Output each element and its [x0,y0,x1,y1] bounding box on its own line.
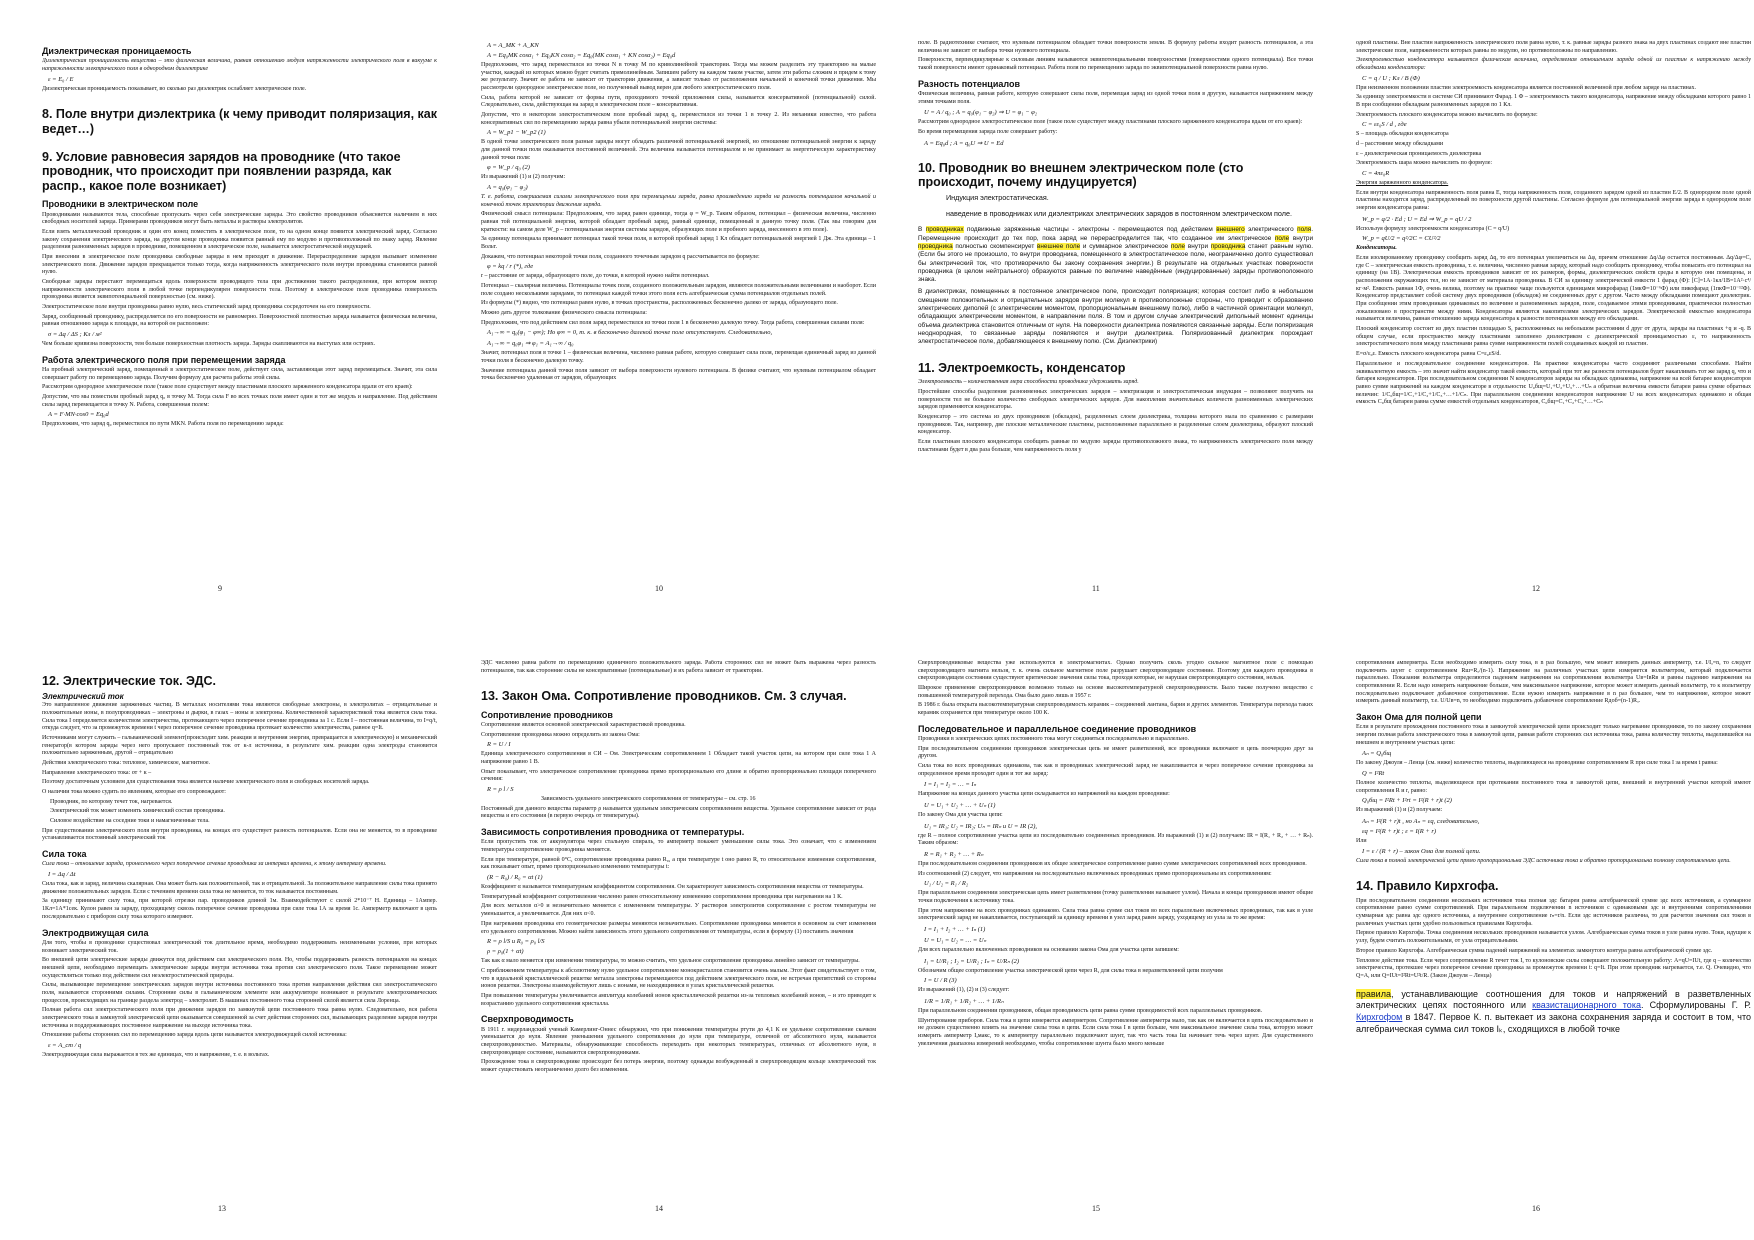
paragraph: Допустим, что в некотором электростатическом поле пробный заряд q₀ переместился из точки 1 в точку 2. Из механики известно, что работа консервативных сил по перемещению заряда равна убыли потенциальной энергии системы: [481,112,876,126]
formula: A = Eq₀d ; A = q₀U ⇒ U = Ed [924,139,1004,147]
paragraph: Электроемкость – количественная мера способности проводника удерживать заряд. [918,379,1139,386]
paragraph: Единица электрического сопротивления в СИ – Ом. Электрическим сопротивлением 1 Обладает такой участок цепи, на котором при силе тока 1 А напряжение равно 1 В. [481,751,876,766]
highlight-run: поле [1274,234,1290,242]
page-10 [481,40,876,612]
formula: (R − R₀) / R₀ = αt (1) [487,874,543,882]
paragraph: Параллельное и последовательное соединение конденсаторов. На практике конденсаторы часто соединяют различными способами. Найти эквивалентную емкость – это значит найти конденсатор такой емкости, который при тот же разности потенциалов будет накапливать тот же заряд q, что и батарея конденсаторов. При последовательном соединении N конденсаторов заряды на обкладках одинаковы, напряжение на всей батарее конденсаторов равно сумме напряжений на каждом конденсаторе в отдельности: U₀бщ=U₁+U₂+U₃+…+Uₙ а обратная величина емкости батареи равна сумме обратных величин: 1/C₀бщ=1/C₁+1/C₂+1/C₃+…+1/Cₙ. При параллельном соединении конденсаторов напряжение U на всех конденсаторах одинаково и общая емкость C₀бщ батареи равна сумме емкостей отдельных конденсаторов, C₀бщ=C₁+C₂+C₃+…+Cₙ [1356,360,1751,406]
paragraph: поле. В радиотехнике считают, что нулевым потенциалом обладает точки поверхности земли. В формулу работы входит разность потенциалов, а эта величина не зависит от выбора точки нулевого потенциала. [918,40,1313,54]
heading-section-9: 9. Условие равновесия зарядов на проводнике (что такое проводник, что происходит при появлении разряда, как распр., какое поле возникает) [42,150,401,193]
heading-section-13: 13. Закон Ома. Сопротивление проводников. См. 3 случая. [481,689,847,704]
paragraph-induction [918,226,1313,284]
paragraph: Во внешней цепи электрические заряды движутся под действием сил электрического поля. Но, чтобы поддерживать разность потенциалов на концах внешней цепи, необходимо перемещать электрические заряды внутри источника тока против сил электрического поля. Такое перемещение может осуществляться только под действием сил неэлектростатической природы. [42,957,437,979]
paragraph: В 1986 г. была открыта высокотемпературная сверхпроводимость керамик – соединений лантана, бария и других элементов. Температура перехода таких керамик сохраняется при температуре около 100 К. [918,702,1313,717]
paragraph: Если пропустить ток от аккумулятора через стальную спираль, то амперметр покажет уменьшение силы тока. Это означает, что с изменением температуры сопротивление проводника меняется. [481,839,876,854]
page-12 [1356,40,1751,612]
paragraph: За единицу потенциала принимают потенциал такой точки поля, в которой пробный заряд 1 Кл обладает потенциальной энергией 1 Дж. Эта единица – 1 Вольт. [481,236,876,251]
paragraph: Широкое применение сверхпроводников возможно только на основе высокотемпературной сверхпроводимости. Было также получено вещество с повышенной температурой перехода. Ома было дано лишь в 1957 г. [918,685,1313,699]
paragraph: При последовательном соединении нескольких источников тока полная эдс батареи равна алгебраической сумме эдс всех источников, а суммарное сопротивление равно сумме сопротивлений. При параллельном подключении n источников с одинаковыми эдс и внутренними сопротивлениями суммарная эдс равна эдс одного источника, а внутреннее сопротивление rₙ=r/n. Если эдс источников различна, то для расчетов значения сил токов в различных участках цепи удобно пользоваться правилами Кирхгофа. [1356,897,1751,927]
paragraph: Первое правило Кирхгофа. Точка соединения нескольких проводников называется узлом. Алгебраическая сумма токов в узле равна нулю. Токи, идущие к узлу, будем считать положительными, от узла отрицательными. [1356,930,1751,945]
text-run: и суммарное электрическое [1082,242,1169,250]
paragraph: Т. е. работа, совершаемая силами электрического поля при перемещении заряда, равна произведению заряда на разность потенциалов начальной и конечной точек траектории движения заряда. [481,194,876,208]
paragraph: Напряжение на концах данного участка цепи складывается из напряжений на каждом проводнике: [918,791,1170,798]
text-run: в 1847. Первое К. п. вытекает из закона сохранения заряда и состоит в том, что алгебраическая сумма сил токов Iₖ, сходящихся в любой точке [1356,1011,1751,1034]
paragraph: Плоский конденсатор состоит из двух пластин площадью S, расположенных на небольшом расстоянии d друг от друга, заряды на пластинах +q и -q. В общем случае, если пространство между пластинами заполнено диэлектриком с диэлектрической проницаемостью ε, то напряженность электростатического поля между пластинами равна сумме напряженности полей создаваемых каждой из пластин. [1356,326,1751,348]
highlight-run: проводниках [925,226,964,234]
paragraph: Свободные заряды перестают перемещаться вдоль поверхности проводящего тела при достижении такого распределения, при котором вектор напряженности электрического поля в любой точке перпендикулярен поверхности тела. Поэтому в электрическое поле проводника поверхность проводника является эквипотенциальной поверхностью (см. ниже). [42,278,437,301]
formula: ε = E₀ / E [48,75,74,83]
paragraph-dielectrics: В диэлектриках, помещенных в постоянное электрическое поле, происходит поляризация; которая состоит либо в небольшом смещении положительных и отрицательных зарядов внутри молекул в противоположные стороны, что приводит к образованию электрических диполей (с электрическим моментом, пропорциональным внешнему полю), либо в частичной ориентации молекул, обладающих электрическим моментом, в направлении поля. В том и другом случае электрический дипольный момент единицы объема диэлектрика становится отличным от нуля. На поверхности диэлектрика появляются связанные заряды. Если поляризация неоднородная, то связанные заряды появляются и внутри диэлектрика. Поляризованный диэлектрик порождает электростатическое поле, добавляющееся к внешнему полю. (См. Диэлектрики) [918,288,1313,346]
paragraph: E=σ/ε₀ε. Емкость плоского конденсатора равна C=ε₀εS/d. [1356,351,1501,358]
paragraph: Или [1356,838,1367,845]
paragraph: Тепловое действие тока. Если через сопротивление R течет ток I, то кулоновские силы совершают положительную работу: A=qU=IUt, где q – количество электричества, протекшее через поперечное сечение проводника за промежуток времени t: q=It. При этом проводник нагревается, т.е. Q. Очевидно, что Q=A, или Q=IUt=I²Rt=U²t/R. (Закон Джоуля – Ленца) [1356,957,1751,979]
paragraph: Рассмотрим однородное электрическое поле (такое поле существует между пластинами плоского заряженного конденсатора вдали от его краев): [42,384,413,391]
heading-section-10: 10. Проводник во внешнем электрическом поле (сто происходит, почему индуцируется) [918,160,1244,190]
induction-title: Индукция электростатическая. [946,193,1049,203]
heading-section-14: 14. Правило Кирхгофа. [1356,879,1499,894]
formula: R = ρ l/S и R₀ = ρ₀ l/S [487,938,545,946]
paragraph: Из выражений (1) и (2) получим: [481,174,566,181]
paragraph: где R – полное сопротивление участка цепи из последовательно соединенных проводников. Из выражений (1) и (2) получаем: IR = I(R₁ + R₂ + … + Rₙ). Таким образом: [918,832,1313,847]
paragraph: Если изолированному проводнику сообщить заряд Δq, то его потенциал увеличиться на Δφ, причем отношение Δq/Δφ остается постоянным. Δq/Δφ=C, где C – электрическая емкость проводника, т. е. величина, численно равная заряду, который надо сообщить проводнику, чтобы повысить его потенциал на единицу (на 1В). Электрическая емкость проводников зависит от их размеров, формы, диэлектрических свойств среды в которую они помещены, и расположения окружающих тел, но не зависит от материала проводника. В СИ за единицу электрической емкости 1 фарад (Ф): [C]=1А·1кл/1В=1А²·c⁴/кг·м². Емкость равная 1Ф, очень велика, поэтому на практике чаще пользуются единицами микрофарад (1мкФ=10⁻⁶Ф) или пикофарад (1пкФ=10⁻¹²Ф). Конденсатор представляет собой систему двух проводников (обкладок) не соединенных друг с другом. Часто между обкладками помещают диэлектрик. При сообщении этим проводникам одинаковых по величине и разноименных зарядов, поле, создаваемое этими проводниками, практически полностью локализовано в пространстве между ними. Конденсаторы являются накопителями электрических зарядов. Электрической емкостью конденсатора называется величина, равная отношению заряда конденсатора к разности потенциалов между его обкладками. [1356,255,1751,323]
paragraph: Диэлектрическая проницаемость вещества – это физическая величина, равная отношению модуля напряженности электрического поля в вакууме к напряженности электрического поля в однородном диэлектрике [42,58,437,73]
formula: A = W_p1 − W_p2 (1) [487,129,546,137]
paragraph: одной пластины. Вне пластин напряженность электрического поля равна нулю, т. к. равные заряды разного знака на двух пластинах создают вне пластин электрические поля, напряженности которых равны по модулю, но противоположны по направлению. [1356,40,1751,54]
paragraph: d – расстояние между обкладками [1356,141,1444,148]
formula: R = R₁ + R₂ + … + Rₙ [924,851,984,859]
paragraph: Простейшие способы разделения разноименных электрических зарядов – электризация и электростатическая индукция – позволяют получить на поверхности тел не большое количество свободных электрических зарядов. Для накопления значительных количеств разноименных электрических зарядов применяются конденсаторы. [918,388,1313,411]
page-13 [42,660,437,1232]
formula: C = q / U ; Кл / В (Ф) [1362,74,1420,82]
paragraph: Если пластинам плоского конденсатора сообщить равные по модулю заряды противоположного знака, то напряженность электрического поля между пластинами будет в два раза больше, чем напряженность поля у [918,438,1313,453]
paragraph: По закону Джоуля – Ленца (см. ниже) количество теплоты, выделяющееся на проводнике сопротивлением R при силе тока I за время t равна: [1356,760,1718,767]
heading-section-11: 11. Электроемкость, конденсатор [918,360,1126,375]
paragraph-kirchhoff-definition [1356,989,1751,1036]
paragraph: Зависимость удельного электрического сопротивления от температуры – см. стр. 16 [541,796,756,803]
paragraph: Если взять металлический проводник и один его конец поместить в электрическое поле, то на одном конце появится электрический заряд. Согласно закону сохранения электрического заряда, на другом конце проводника появится равный ему по модулю и противоположный по знаку заряд. Явление разделения разноименных зарядов в проводнике, помещенном в электрическое поле, называется электростатической индукцией. [42,228,437,251]
paragraph: Потенциал – скалярная величина. Потенциалы точек поля, созданного положительным зарядом, являются положительными величинами и наоборот. Если поле создано несколькими зарядами, то потенциал каждой точки этого поля есть алгебраическая сумма потенциалов отдельных полей. [481,283,876,297]
heading-dielectric-permittivity: Диэлектрическая проницаемость [42,46,192,56]
paragraph: С приближением температуры к абсолютному нулю удельное сопротивление монокристаллов становится очень малым. Этот факт свидетельствует о том, что в идеальной кристаллической решетке металла электроны перемещаются под действием электрического поля, не встречая препятствий со стороны ионов решетки. Электроны взаимодействуют лишь с ионами, не находящимися в узлах кристаллической решетки. [481,967,876,990]
paragraph: За единицу принимают силу тока, при которой отрезки пар. проводников длиной 1м. Взаимодействуют с силой 2*10⁻⁷ Н. Единица – 1Ампер. 1Кл=1А*1сек. Кулон равен за заряду, проходящему сквозь поперечное сечение проводника при силе тока 1А за время 1с. Амперметр включают в цепь последовательно с прибором силу тока которого измеряют. [42,898,437,920]
paragraph: При последовательном соединении проводников электрическая цепь не имеет разветвлений, все проводники включают в цепь поочередно друг за другом. [918,745,1313,760]
paragraph: За единицу электроемкости в системе СИ принимают Фарад. 1 Ф – электроемкость такого конденсатора, напряжение между обкладками которого равно 1 В при сообщении обкладкам разноименных зарядов по 1 Кл. [1356,94,1751,109]
paragraph: Электроемкость шара можно вычислить по формуле: [1356,160,1493,167]
text-run: внутри [1187,242,1209,250]
paragraph: Из соотношений (2) следует, что напряжения на последовательно включенных проводниках прямо пропорциональны их сопротивлениям: [918,870,1272,877]
heading-emf: Электродвижущая сила [42,927,149,938]
page-16 [1356,660,1751,1232]
heading-potential-difference: Разность потенциалов [918,78,1020,89]
paragraph: Сила тока – отношение заряда, пронесенного через поперечное сечение проводника за интервал времени, к этому интервалу времени. [42,861,387,868]
paragraph: Рассмотрим однородное электростатическое поле (такое поле существует между пластинами плоского заряженного конденсатора вдали от его краев): [918,119,1303,126]
formula: A = A_MK + A_KN [487,42,539,49]
paragraph: При существовании электрического поля внутри проводника, на концах его существует разность потенциалов. Если она не меняется, то в проводнике устанавливается постоянный электрический ток [42,827,437,842]
paragraph: Из выражений (1), (2) и (3) следует: [918,987,1010,994]
formula: C = 4πε₀R [1362,170,1390,178]
formula: W_p = qU/2 = q²/2C = CU²/2 [1362,235,1441,243]
page-number: 16 [1532,1204,1540,1213]
paragraph: При внесении в электрическое поле проводника свободные заряды в нем приходят в движение. Перераспределение зарядов вызывает изменение электрического поля. Движение зарядов прекращается только тогда, когда напряженность электрического поля внутри проводника становится равной нулю. [42,253,437,276]
formula: I₁ = U/R₁ ; I₂ = U/R₂ ; Iₙ = U/Rₙ (2) [924,957,1020,965]
paragraph: Действия электрического тока: тепловое, химическое, магнитное. [42,760,211,767]
heading-section-8: 8. Поле внутри диэлектрика (к чему приводит поляризация, как ведет…) [42,107,437,136]
paragraph: При последовательном соединении проводников их общее электрическое сопротивление равно сумме электрических сопротивлений всех проводников. [918,861,1307,868]
list-item: Проводник, по которому течет ток, нагревается. [50,798,173,805]
formula: W_p = q/2 · Ed ; U = Ed ⇒ W_p = qU / 2 [1362,215,1472,223]
formula: U = U₁ + U₂ + … + Uₙ (1) [924,802,996,810]
paragraph: Проводниками называются тела, способные пропускать через себя электрические заряды. Это свойство проводников объясняется наличием в них свободных носителей заряда. Примерами проводников могут быть металлы и растворы электролитов. [42,211,437,226]
page-number: 9 [218,584,222,593]
text-run: . Перемещение происходит до тех пор, пока заряд не перераспределится так, что созданное им электрическое [918,226,1313,242]
page-number: 11 [1092,584,1100,593]
link-quasistationary-current[interactable]: квазистационарного тока [1532,1000,1641,1011]
paragraph: Физическая величина, равная работе, которую совершают силы поля, перемещая заряд из одной точки поля в другую, называется напряжением между этими точками поля. [918,91,1313,105]
heading-ohm-full-circuit: Закон Ома для полной цепи [1356,712,1482,723]
page-9 [42,40,437,612]
formula: I = ε / (R + r) – закон Ома для полной цепи. [1362,847,1481,855]
text-run: полностью скомпенсирует [955,242,1035,250]
formula: A = Eq₀MK cosα₁ + Eq₀KN cosα₂ = Eq₀(MK cosα₁ + KN cosα₂) = Eq₀d [487,52,676,59]
paragraph: Второе правило Кирхгофа. Алгебраическая сумма падений напряжений на элементах замкнутого контура равна алгебраической сумме эдс. [1356,947,1713,954]
text-run: электрического [1248,226,1294,234]
paragraph: При параллельном соединении проводников, общая проводимость цепи равна сумме проводимостей всех параллельных проводников. [918,1008,1263,1015]
formula: φ = W_p / q₀ (2) [487,164,530,172]
paragraph: S – площадь обкладки конденсатора [1356,131,1449,138]
paragraph: Полное количество теплоты, выделяющееся при протекании постоянного тока в замкнутой цепи, внешний и внутренний участки которой имеют сопротивления R и r, равно: [1356,780,1751,794]
heading-current-strength: Сила тока [42,849,87,860]
paragraph: Сопротивление проводника можно определить из закона Ома: [481,731,640,738]
heading-current: Электрический ток [42,692,124,702]
paragraph: Из формулы (*) видно, что потенциал равен нулю, в точках пространства, расположенных бесконечно далеко от заряда, образующего поле. [481,300,838,307]
highlight-run: поле [1170,242,1186,250]
paragraph: Если при температуре, равной 0°С, сопротивление проводника равно R₀, а при температуре t оно равно R, то относительное изменение сопротивления, как показывает опыт, прямо пропорционально изменению температуры t: [481,856,876,871]
page-number: 14 [655,1204,663,1213]
heading-resistance: Сопротивление проводников [481,709,613,720]
paragraph: Можно дать другое толкование физического смысла потенциала: [481,310,647,317]
paragraph: Электроемкость плоского конденсатора можно вычислить по формуле: [1356,111,1538,118]
paragraph: По закону Ома для участка цепи: [918,812,1003,819]
paragraph: Конденсатор – это система из двух проводников (обкладок), разделенных слоем диэлектрика, толщина которого мала по сравнению с размерами проводников. Так, например, две плоские металлические пластины, расположенные параллельно и разделенные слоем диэлектрика, образуют плоский конденсатор. [918,413,1313,436]
paragraph: Сила тока, как и заряд, величина скалярная. Она может быть как положительной, так и отрицательной. За положительное направление силы тока принято движение положительных зарядов. Если с течением времени сила тока не меняется, то ток называется постоянным. [42,881,437,895]
paragraph: В 1911 г. нидерландский ученый Камерлинг-Оннес обнаружил, что при понижении температуры ртути до 4,1 К ее удельное сопротивление скачком уменьшается до нуля. Явление уменьшения удельного сопротивления до нуля при температуре, отличной от абсолютного нуля, называется сверхпроводимостью. Материалы, обнаруживающие способность переходить при некоторых температурах, отличных от абсолютного нуля, в сверхпроводящее состояние, называются сверхпроводниками. [481,1026,876,1056]
text-run: внутри [1292,234,1313,242]
page-11 [918,40,1313,612]
paragraph: Предположим, что заряд переместился из точки N в точку M по криволинейной траектории. Тогда мы можем разделить эту траекторию на малые участки, каждый из которых можно будет считать прямолинейным. Запишем работу на каждом таком участке, затем эти работы сложим и придем к тому же результату. Значит ее работа не зависит от траектории движения, а зависит только от расположения начальной и конечной точки движения. Мы рассмотрели однородное электрическое поле, но полученный вывод верен для любого электростатического поля. [481,62,876,92]
paragraph: сопротивления амперметра. Если необходимо измерить силу тока, в n раз большую, чем может измерить данных амперметр, т.е. I/Iₐ=n, то следует подключить шунт с сопротивлением Rш=Rₐ/(n-1). Напряжение на различных участках цепи измеряется вольтметром, который подключается параллельно. Показания вольтметра определяются падением напряжения на сопротивлении вольтметра Uв=IвRв и равны падению напряжения на сопротивлении R. Если надо измерить напряжение больше, чем максимальное напряжение, которое может измерить данный вольтметр, то к вольтметру последовательно подключают добавочное сопротивление. Если нужно измерить напряжение в n раз большее, чем то напряжение, которое может измерить данный вольтметр, т.е. U/Uв=n, то необходимо подключить добавочное сопротивление Rдоб=(n-1)Rₐ. [1356,660,1751,705]
paragraph: Коэффициент α называется температурным коэффициентом сопротивления. Он характеризует зависимость сопротивления вещества от температуры. [481,884,864,891]
heading-section-12: 12. Электрические ток. ЭДС. [42,674,216,688]
paragraph: Поэтому достаточным условием для существования тока является наличие электрического поля и свободных носителей заряда. [42,779,370,786]
heading-superconductivity: Сверхпроводимость [481,1014,574,1025]
paragraph: Для всех металлов α>0 и незначительно меняется с изменением температуры. У растворов электролитов сопротивление с ростом температуры не уменьшается, а увеличивается. Для них α<0. [481,903,876,918]
paragraph: Отношение работы сторонних сил по перемещению заряда вдоль цепи называется электродвижущей силой источника: [42,1032,347,1039]
heading-series-parallel: Последовательное и параллельное соединение проводников [918,723,1197,734]
paragraph: Постоянный для данного вещества параметр ρ называется удельным электрическим сопротивлением вещества. Удельное сопротивление зависит от рода вещества и его состояния (в первую очередь от температуры). [481,805,876,820]
induction-subtitle: наведение в проводниках или диэлектриках электрических зарядов в постоянном электрическом поле. [946,208,1292,218]
paragraph: Сила тока в полной электрической цепи прямо пропорциональна ЭДС источника тока и обратно пропорциональна полному сопротивлению цепи. [1356,857,1731,864]
paragraph: Электродвижущая сила выражается в тех же единицах, что и напряжение, т. е. в вольтах. [42,1051,270,1058]
list-item: Электрический ток может изменять химический состав проводника. [50,808,225,815]
paragraph: Предположим, что заряд q₀ переместился по пути MKN. Работа поля по перемещению заряда: [42,421,284,428]
highlight-run: поля [1297,226,1312,234]
paragraph: При параллельном соединении электрическая цепь имеет разветвления (точку разветвления называют узлом). Начала и концы проводников имеют общие точки подключения к источнику тока. [918,890,1313,905]
paragraph: Сила, работа которой не зависит от формы пути, проходимого точкой приложения силы, называется консервативной (потенциальной) силой. Следовательно, сила, действующая на заряд в электрическом поле – консервативная. [481,94,876,109]
formula: ε = A_ст / q [48,1041,82,1049]
paragraph: Это направленное движение заряженных частиц. В металлах носителями тока являются свободные электроны, в электролитах – отрицательные и положительные ионы, в полупроводниках – электроны и дырки, в газах – ионы и электроны. Количественной характеристикой тока является сила тока. Сила тока I определяется количеством электричества, протекающего через поперечное сечение проводника за 1 с. Если I – постоянная величина, то I=q/t, откуда следует, что за промежуток времени t через поперечное сечение проводника протекает количество электричества, равное q=It. [42,702,437,732]
formula: εq = I²(R + r)t ; ε = I(R + r) [1362,828,1437,836]
paragraph: О наличии тока можно судить по явлениям, которые его сопровождают: [42,789,226,796]
paragraph: Предположим, что под действием сил поля заряд переместился из точки поля 1 в бесконечно далекую точку. Тогда работа, совершенная силами поля: [481,319,865,326]
formula: σ = Δq / ΔS ; Кл / м² [48,330,102,338]
page-number: 15 [1092,1204,1100,1213]
formula: U₁ = IR₁; U₂ = IR₂; Uₙ = IRₙ и U = IR (2), [924,822,1037,830]
highlight-run: правила [1356,988,1391,999]
text-run: . Сформулированы Г. Р. [1640,1000,1751,1011]
formula: A = F·MN·cos0 = Eq₀d [48,411,109,419]
formula: I = Δq / Δt [48,871,76,879]
paragraph: Во время перемещения заряда поле совершает работу: [918,129,1058,136]
paragraph: Силы, вызывающие перемещение электрических зарядов внутри источника постоянного тока против направления действия сил электростатического поля, называются сторонними силами. Сторонние силы в гальваническом элементе или аккумуляторе возникают в результате электрохимических процессов, происходящих на границе раздела электрод – электролит. В машинах постоянного тока сторонней силой является сила Лоренца. [42,982,437,1004]
paragraph: Диэлектрическая проницаемость показывает, во сколько раз диэлектрик ослабляет электрическое поле. [42,85,307,92]
list-item: Силовое воздействие на соседние токи и намагниченные тела. [50,818,210,825]
paragraph: Температурный коэффициент сопротивления численно равен относительному изменению сопротивления проводника при нагревании на 1 К. [481,893,843,900]
formula: R = U / I [487,741,511,749]
page-15 [918,660,1313,1232]
paragraph: Из выражений (1) и (2) получаем: [1356,807,1443,814]
highlight-run: внешнее поле [1037,242,1081,250]
heading-conductors: Проводники в электрическом поле [42,199,199,210]
formula: U = U₁ = U₂ = … = Uₙ [924,937,987,945]
formula: A₁→∞ = q₀φ₁ ⇒ φ₁ = A₁→∞ / q₀ [487,340,574,348]
formula: I = I₁ + I₂ + … + Iₙ (1) [924,926,986,934]
text-run: подвижные заряженные частицы - электроны - перемещаются под действием [967,226,1213,234]
paragraph: Если в результате прохождения постоянного тока в замкнутой электрической цепи происходит только нагревание проводников, то по закону сохранения энергии полная работа электрического тока в замкнутой цепи, равная работе сторонних сил источника тока, равна количеству теплоты, выделившейся на внешнем и внутреннем участках цепи: [1356,724,1751,746]
paragraph: При этом напряжение на всех проводниках одинаково. Сила тока равна сумме сил токов во всех параллельно включенных проводниках, так как в узле электрический заряд не накапливается, поступающий за единицу времени в узел заряд равен заряду, уходящему из узла за то же время: [918,907,1313,922]
paragraph: Заряд, сообщенный проводнику, распределяется по его поверхности не равномерно. Поверхностной плотностью заряда называется физическая величина, равная отношению заряда к площади, на которой он расположен: [42,313,437,328]
formula: 1/R = 1/R₁ + 1/R₂ + … + 1/Rₙ [924,998,1004,1006]
formula: Aₙ = I²(R + r)t , но Aₙ = εq, следовательно, [1362,818,1480,826]
paragraph: Прохождение тока в сверхпроводнике происходит без потерь энергии, поэтому однажды возбужденный в сверхпроводящем кольце электрический ток может существовать неограниченно долго без изменения. [481,1059,876,1073]
paragraph: Шунтирование приборов. Сила тока в цепи измеряется амперметром. Сопротивление амперметра мало, так как он включается в цепь последовательно и не должен существенно влиять на значение силы тока в цепи. Если сила тока I в цепи больше, чем максимальное значение силы тока, которую может измерить амперметр Iₐмакс, то к амперметру параллельно подключают шунт, так что часть тока Iш начинает течь через шунт. Для существенного увеличения диапазона измерений необходимо, чтобы сопротивление шунта было много меньше [918,1017,1313,1047]
paragraph: При повышении температуры увеличивается амплитуда колебаний ионов кристаллической решетки из-за тепловых колебаний ионов, – и это приводит к возрастанию удельного сопротивления кристалла. [481,992,876,1007]
paragraph: В одной точке электрического поля разные заряды могут обладать различной потенциальной энергией, но отношение потенциальной энергии к заряду для данной точки поля оказывается постоянной величиной. Эта величина называется потенциалом и не принимает за энергетическую характеристику данной точки поля: [481,139,876,161]
paragraph: Электроемкостью конденсатора называется физическая величина, определяемая отношением заряда одной из пластин к напряжению между обкладками конденсатора: [1356,57,1751,72]
formula: U₁ / U₂ = R₁ / R₂ [924,880,969,888]
paragraph: Значение потенциала данной точки поля зависит от выбора поверхности нулевого потенциала. В физике считают, что нулевым потенциалом обладает точка бесконечно удаленная от зарядов, образующих [481,367,876,382]
paragraph: ЭДС численно равна работе по перемещению единичного положительного заряда. Работа сторонних сил не может быть выражена через разность потенциалов, так как сторонние силы не консервативные (потенциальные) и их работа зависит от траектории. [481,660,876,674]
formula: C = εε₀S / d , где [1362,121,1407,129]
paragraph: Используя формулу электроемкости конденсатора (C = q/U) [1356,225,1510,232]
heading-capacitors: Конденсаторы. [1356,245,1397,252]
text-run: , устанавливающие соотношения для токов и напряжений в разветвленных электрических цепях постоянного или [1356,988,1751,1011]
formula: A = q₀(φ₁ − φ₂) [487,184,528,192]
paragraph: Докажем, что потенциал некоторой точки поля, созданного точечным зарядом q рассчитывается по формуле: [481,253,760,260]
paragraph: Допустим, что мы поместили пробный заряд q₀ в точку M. Тогда сила F во всех точках поля имеет один и тот же модуль и направление. Под действием силы заряд перемещается в точку N. Работа, совершенная полем: [42,394,437,408]
page-14 [481,660,876,1232]
paragraph: Направление электрического тока: от + к – [42,769,152,776]
paragraph: r – расстояние от заряда, образующего поле, до точки, в которой нужно найти потенциал. [481,273,710,280]
formula: R = ρ l / S [487,786,514,794]
paragraph: При нагревании проводника его геометрические размеры меняются незначительно. Сопротивление проводника меняется в основном за счет изменения его удельного сопротивления. Можно найти зависимость этого удельного сопротивления от температуры, если в формулу (1) поставить значения [481,920,876,935]
text-run: станет равным нулю. (Если бы этого не произошло, то внутри проводника, помещенного в электростатическое поле, неограниченно долго существовал бы электрический ток, что противоречило бы закону сохранения энергии.) В результате на отдельных участках поверхности проводника (в целом нейтрального) образуются равные по величине наведённые (индуцированные) заряды противоположного знака. [918,242,1313,284]
paragraph: Так как α мало меняется при изменении температуры, то можно считать, что удельное сопротивление проводника линейно зависит от температуры. [481,958,860,965]
paragraph: Физический смысл потенциала: Предположим, что заряд равен единице, тогда φ = W_p. Таким образом, потенциал – физическая величина, численно равная той потенциальной энергии, которой обладает пробный заряд, равный единице, помещенный в данную точку поля. (Так мы говорим для краткости: на самом деле W_p – потенциальная энергия системы зарядов, образующих поле и пробного заряда, внесенного в это поле). [481,211,876,233]
paragraph: Обозначим общее сопротивление участка электрической цепи через R, для силы тока в неразветвленной цепи получим [918,967,1223,974]
link-kirchhoff[interactable]: Кирхгофом [1356,1011,1403,1022]
page-number: 12 [1532,584,1540,593]
paragraph: Для всех параллельно включенных проводников на основании закона Ома для участка цепи запишем: [918,947,1179,954]
paragraph: Электростатическое поле внутри проводника равно нулю, весь статический заряд проводника сосредоточен на его поверхности. [42,303,371,310]
paragraph: Проводники в электрических цепях постоянного тока могут соединяться последовательно и параллельно. [918,736,1189,743]
heading-temperature-dependence: Зависимость сопротивления проводника от температуры. [481,827,745,838]
paragraph: Сила тока во всех проводниках одинакова, так как в проводниках электрический заряд не накапливается и через поперечное сечение проводника за определенное время проходит один и тот же заряд: [918,763,1313,777]
formula: φ = kq / r (*), где [487,263,534,271]
formula: I = I₁ = I₂ = … = Iₙ [924,781,977,789]
formula: U = A / q₀ ; A = q₀(φ₁ − φ₂) ⇒ U = φ₁ − φ₂ [924,109,1037,117]
paragraph: Значит, потенциал поля в точке 1 – физическая величина, численно равная работе, которую совершает сила поля, перемещая единичный заряд из данной точки поля в бесконечно далекую точку. [481,350,876,365]
paragraph: Сопротивление является основной электрической характеристикой проводника. [481,722,686,729]
paragraph: Сверхпроводниковые вещества уже используются в электромагнитах. Однако получить сколь угодно сильное магнитное поле с помощью сверхпроводящего магнита нельзя, т. к. очень сильное магнитное поле разрушает сверхпроводящее состояние. Поэтому для каждого проводника в сверхпроводящем состоянии существуют критические значения силы тока, проходя которые, не нарушая сверхпроводящего состояния, нельзя. [918,660,1313,682]
paragraph: Если внутри конденсатора напряженность поля равна E, тогда напряженность поля, созданного зарядом одной из пластин E/2. В однородном поле одной пластины находится заряд, распределенный по поверхности другой пластины. Согласно формуле для потенциальной энергии заряда в однородном поле энергия конденсатора равна: [1356,189,1751,212]
formula: Q₀бщ = I²Rt + I²rt = I²(R + r)t (2) [1362,797,1452,805]
formula: I = U / R (3) [924,977,957,985]
highlight-run: проводника [918,242,953,250]
paragraph: Поверхности, перпендикулярные к силовым линиям называются эквипотенциальными поверхностями (поверхностями одного потенциала). Все точки такой поверхности имеют одинаковый потенциал. Работа поля по перемещению заряда по эквипотенциальной поверхности равна нулю. [918,57,1313,72]
highlight-run: внешнего [1216,226,1245,234]
heading-capacitor-energy: Энергия заряженного конденсатора. [1356,180,1449,187]
paragraph: Для того, чтобы в проводнике существовал электрический ток длительное время, необходимо поддерживать неизменными условия, при которых возникает электрический ток. [42,939,437,954]
formula: Aₙ = Q₀бщ [1362,750,1392,758]
paragraph: Чем больше кривизна поверхности, тем больше поверхностная плотность заряда. Заряды скапливаются на выступах или остриях. [42,340,376,347]
paragraph: При неизменном положении пластин электроемкость конденсатора является постоянной величиной при любом заряде на пластинах. [1356,84,1697,91]
formula: A₁→∞ = q₀(φ₁ − φ∞); Но φ∞ = 0, т. к. в бесконечно далекой точке поле отсутствует. Следовательно, [487,329,773,337]
formula: ρ = ρ₀(1 + αt) [487,948,524,956]
page-number: 10 [655,584,663,593]
page-number: 13 [218,1204,226,1213]
paragraph: Полная работа сил электростатического поля при движении зарядов по замкнутой цепи постоянного тока равна нулю. Следовательно, вся работа электрического тока в замкнутой электрической цепи оказывается совершенной за счет действия сторонних сил, вызывающих разделение зарядов внутри источника и поддерживающих постоянное напряжение на выходе источника тока. [42,1007,437,1029]
formula: Q = I²Rt [1362,770,1385,778]
highlight-run: проводника [1210,242,1246,250]
paragraph: ε – диэлектрическая проницаемость диэлектрика [1356,150,1482,157]
heading-field-work: Работа электрического поля при перемещении заряда [42,354,286,365]
text-run: В [918,226,923,234]
paragraph: На пробный электрический заряд, помещенный в электростатическое поле, действует сила, заставляющая этот заряд перемещаться. Значит, эта сила совершает работу по перемещению заряда. Получим формулу для расчета работы этой силы. [42,367,437,381]
paragraph: Опыт показывает, что электрическое сопротивление проводника прямо пропорционально его длине и обратно пропорционально площади поперечного сечения: [481,768,876,783]
paragraph: Источниками могут служить – гальванический элемент(происходит хим. реакции и внутренняя энергия, превращается в электрическую) и механический генератор(в котором заряды через него пропускают постоянный ток от к-л источника, в результате хим. реакции одна электроды становится положительно заряженным, другой – отрицательно [42,735,437,757]
